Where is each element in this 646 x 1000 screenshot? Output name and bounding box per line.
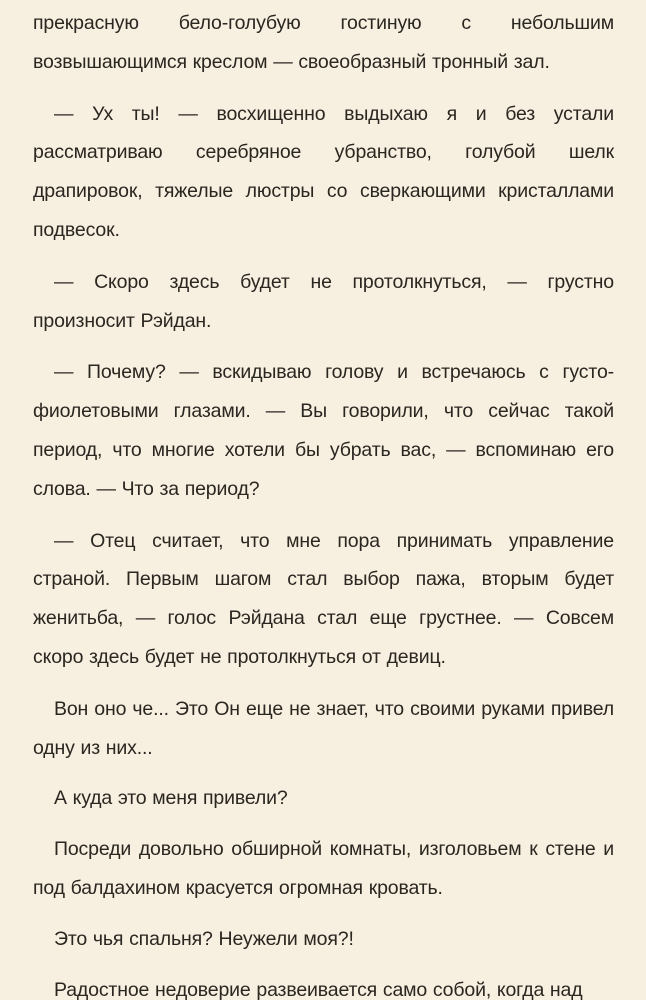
paragraph-10: Радостное недоверие развеивается само собой, когда над [54,978,583,1000]
paragraph-4: — Почему? — вскидываю голову и встречаюсь с густо-фиолетовыми глазами. — Вы говорили, что сейчас такой период, что многие хотели бы убрать вас, — вспоминаю его слова. — Что за период? [33,361,614,500]
paragraph-6: Вон оно че... Это Он еще не знает, что своими руками привел одну из них... [33,697,614,759]
paragraph-3: — Скоро здесь будет не протолкнуться, — грустно произносит Рэйдан. [33,270,614,332]
paragraph-8: Посреди довольно обширной комнаты, изголовьем к стене и под балдахином красуется огромная кровать. [33,838,614,899]
paragraph-2: — Ух ты! — восхищенно выдыхаю я и без устали рассматриваю серебряное убранство, голубой шелк драпировок, тяжелые люстры со сверкающими кристаллами подвесок. [33,102,614,241]
paragraph-7: А куда это меня привели? [54,787,288,810]
paragraph-9: Это чья спальня? Неужели моя?! [54,927,354,950]
paragraph-5: — Отец считает, что мне пора принимать управление страной. Первым шагом стал выбор пажа, вторым будет женитьба, — голос Рэйдана стал еще грустнее. — Совсем скоро здесь будет не протолкнуться от девиц. [33,529,614,668]
paragraph-1: прекрасную бело-голубую гостиную с небольшим возвышающимся креслом — своеобразный тронный зал. [33,12,614,73]
book-text [33,4,614,1000]
